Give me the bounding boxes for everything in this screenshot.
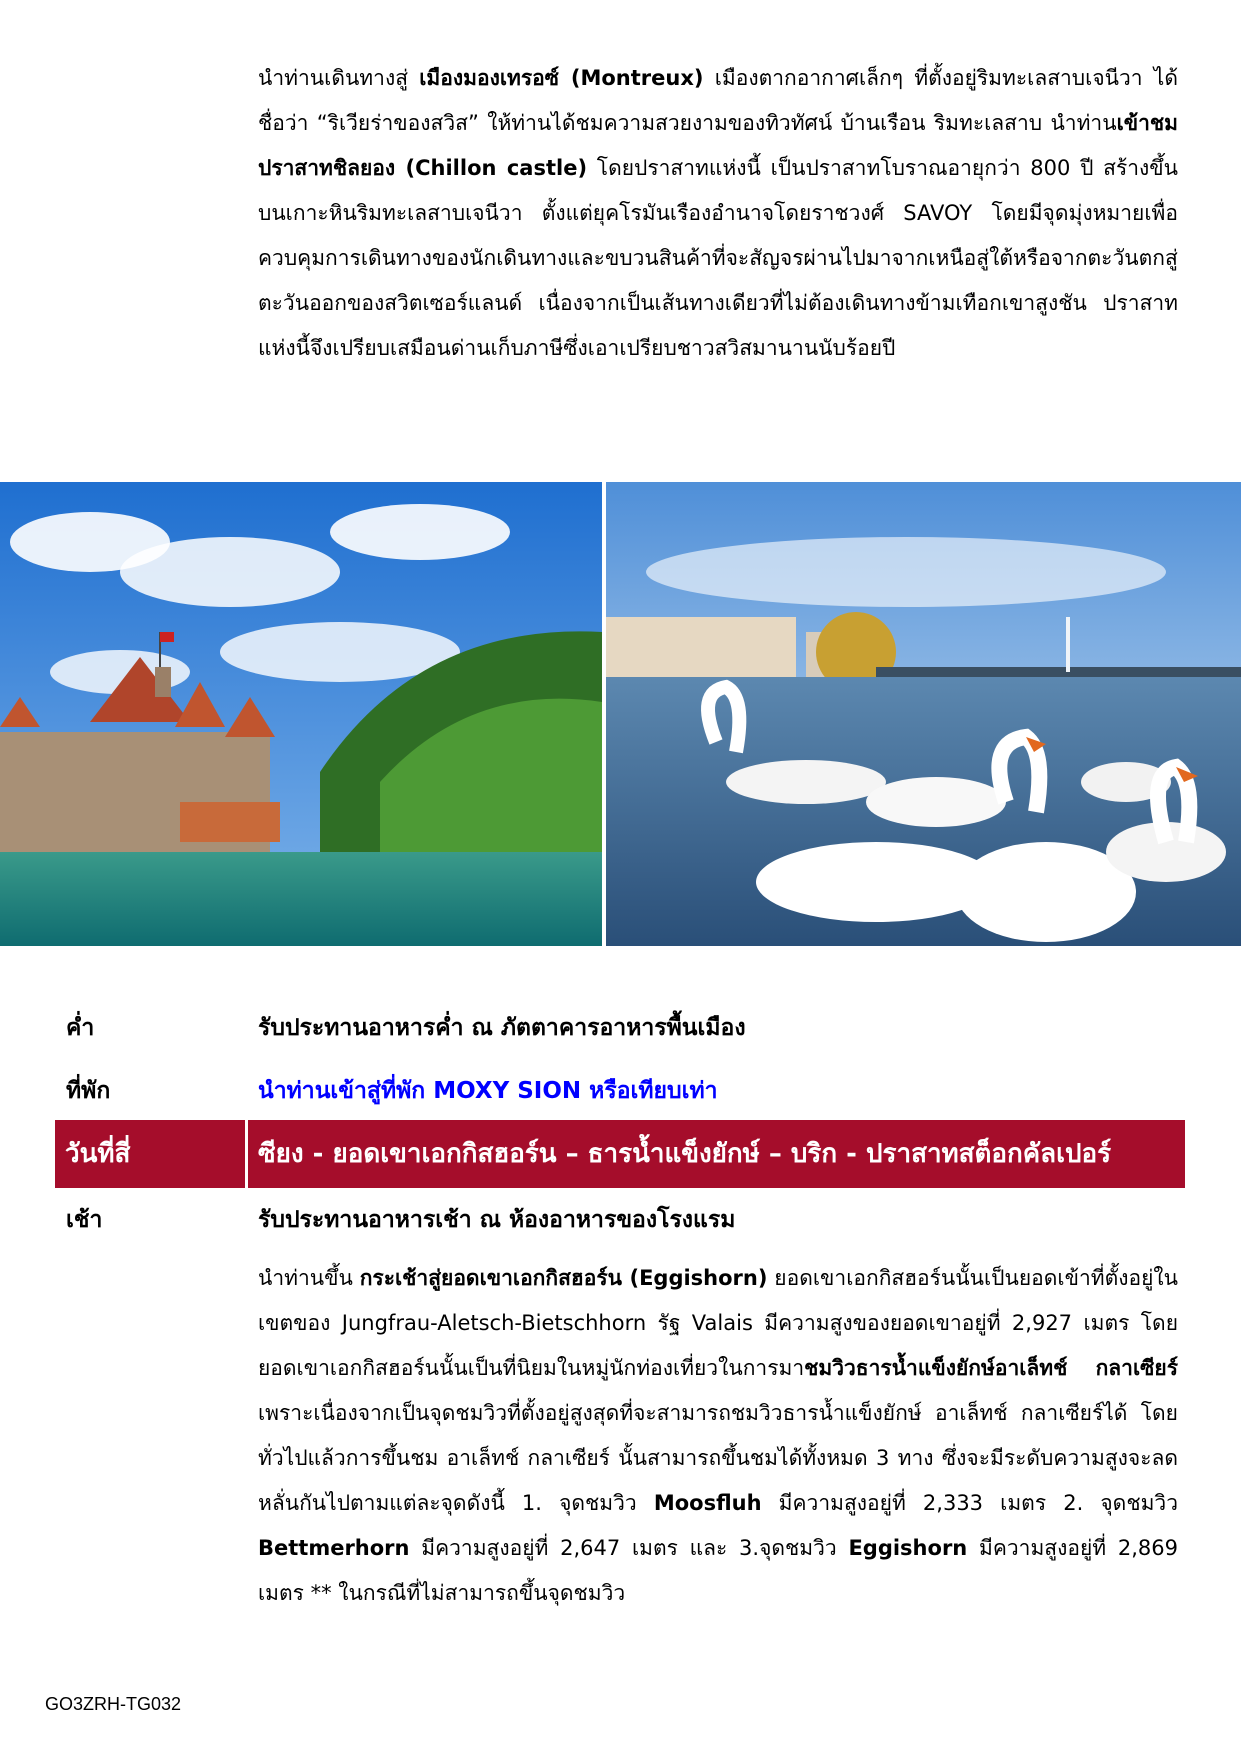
- tour-code: GO3ZRH-TG032: [45, 1694, 182, 1714]
- chillon-castle-photo: [0, 482, 602, 946]
- bettmerhorn-highlight: Bettmerhorn: [258, 1536, 410, 1560]
- geneva-swans-photo: [606, 482, 1241, 946]
- eggishorn-text: เพราะเนื่องจากเป็นจุดชมวิวที่ตั้งอยู่สูงสุดที่จะสามารถชมวิวธารน้ำแข็งยักษ์ อาเล็ทช์ กลาเซียร์ได้ โดยทั่วไปแล้วการขึ้นชม อาเล็ทช์ กลาเซียร์ นั้นสามารถขึ้นชมได้ทั้งหมด 3 ทาง ซึ่งจะมีระดับความสูงจะลดหลั่นกันไปตามแต่ละจุดดังนี้ 1. จุดชมวิว: [258, 1401, 1178, 1515]
- aletsch-highlight: ชมวิวธารน้ำแข็งยักษ์อาเล็ทช์ กลาเซียร์: [804, 1356, 1178, 1380]
- eggishorn-text: มีความสูงอยู่ที่ 2,333 เมตร 2. จุดชมวิว: [761, 1491, 1178, 1515]
- hotel-label: ที่พัก: [66, 1078, 111, 1104]
- day-route: ซียง - ยอดเขาเอกกิสฮอร์น – ธารน้ำแข็งยักษ์ – บริก - ปราสาทสต็อกคัลเปอร์: [248, 1120, 1185, 1188]
- day-number: วันที่สี่: [55, 1120, 245, 1188]
- hotel-text: นำท่านเข้าสู่ที่พัก MOXY SION หรือเทียบเท่า: [258, 1078, 718, 1104]
- dinner-text: รับประทานอาหารค่ำ ณ ภัตตาคารอาหารพื้นเมือง: [258, 1015, 746, 1041]
- dinner-label: ค่ำ: [66, 1015, 95, 1041]
- montreux-highlight: เมืองมองเทรอซ์ (Montreux): [419, 66, 704, 90]
- breakfast-label: เช้า: [66, 1207, 103, 1233]
- eggishorn-paragraph: [258, 1256, 1178, 1616]
- eggishorn-text: ยอดเขาเอกกิสฮอร์นนั้นเป็นยอดเข้าที่ตั้งอยู่ในเขตของ Jungfrau-Aletsch-Bietschhorn รัฐ Valais มีความสูงของยอดเขาอยู่ที่ 2,927 เมตร โดยยอดเขาเอกกิสฮอร์นนั้นเป็นที่นิยมในหมู่นักท่องเที่ยวในการมา: [258, 1266, 1179, 1380]
- intro-text: เมืองตากอากาศเล็กๆ ที่ตั้งอยู่ริมทะเลสาบเจนีวา ได้ชื่อว่า “ริเวียร่าของสวิส” ให้ท่านได้ชมความสวยงามของทิวทัศน์ บ้านเรือน ริมทะเลสาบ นำท่าน: [258, 66, 1178, 135]
- moosfluh-highlight: Moosfluh: [653, 1491, 762, 1515]
- eggishorn-viewpoint-highlight: Eggishorn: [848, 1536, 968, 1560]
- breakfast-text: รับประทานอาหารเช้า ณ ห้องอาหารของโรงแรม: [258, 1207, 736, 1233]
- eggishorn-text: นำท่านขึ้น: [258, 1266, 360, 1290]
- intro-text: โดยปราสาทแห่งนี้ เป็นปราสาทโบราณอายุกว่า 800 ปี สร้างขึ้นบนเกาะหินริมทะเลสาบเจนีวา ตั้งแต่ยุคโรมันเรืองอำนาจโดยราชวงศ์ SAVOY โดยมีจุดมุ่งหมายเพื่อควบคุมการเดินทางของนักเดินทางและขบวนสินค้าที่จะสัญจรผ่านไปมาจากเหนือสู่ใต้หรือจากตะวันตกสู่ตะวันออกของสวิตเซอร์แลนด์ เนื่องจากเป็นเส้นทางเดียวที่ไม่ต้องเดินทางข้ามเทือกเขาสูงชัน ปราสาทแห่งนี้จึงเปรียบเสมือนด่านเก็บภาษีซึ่งเอาเปรียบชาวสวิสมานานนับร้อยปี: [258, 156, 1178, 360]
- intro-paragraph: [258, 56, 1178, 371]
- day-header-bar: [55, 1120, 1185, 1188]
- eggishorn-highlight: กระเช้าสู่ยอดเขาเอกกิสฮอร์น (Eggishorn): [359, 1266, 768, 1290]
- eggishorn-text: มีความสูงอยู่ที่ 2,869 เมตร ** ในกรณีที่ไม่สามารถขึ้นจุดชมวิว: [258, 1536, 1178, 1605]
- intro-text: นำท่านเดินทางสู่: [258, 66, 420, 90]
- chillon-highlight: เข้าชมปราสาทชิลยอง (Chillon castle): [258, 111, 1178, 180]
- eggishorn-text: มีความสูงอยู่ที่ 2,647 เมตร และ 3.จุดชมวิว: [409, 1536, 849, 1560]
